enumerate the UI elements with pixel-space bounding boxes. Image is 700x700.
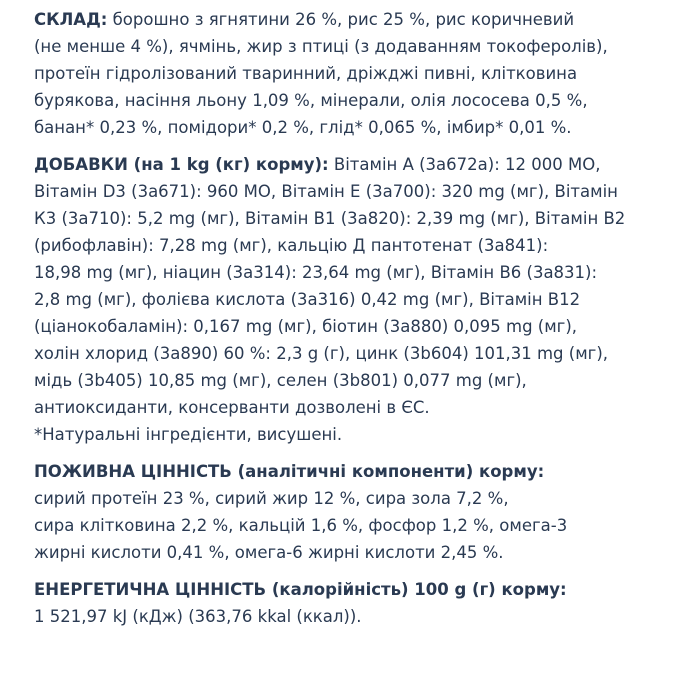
additives-line-3: К3 (3а710): 5,2 mg (мг), Вітамін В1 (3а820): 2,39 mg (мг), Вітамін В2 (34, 209, 626, 228)
additives-line-9: мідь (3b405) 10,85 mg (мг), селен (3b801) 0,077 mg (мг), (34, 371, 527, 390)
additives-line-4: (рибофлавін): 7,28 mg (мг), кальцію Д пантотенат (3а841): (34, 236, 549, 255)
nutrition-line-3: жирні кислоти 0,41 %, омега-6 жирні кислоти 2,45 %. (34, 543, 504, 562)
additives-line-7: (ціанокобаламін): 0,167 mg (мг), біотин (3а880) 0,095 mg (мг), (34, 317, 578, 336)
additives-line-5: 18,98 mg (мг), ніацин (3а314): 23,64 mg (мг), Вітамін В6 (3а831): (34, 263, 598, 282)
additives-line-10: антиоксиданти, консерванти дозволені в ЄС. (34, 398, 430, 417)
label-text-document (34, 6, 680, 630)
additives-heading: ДОБАВКИ (на 1 kg (кг) корму): (34, 155, 329, 174)
nutrition-section (34, 458, 680, 566)
additives-line-2: Вітамін D3 (3а671): 960 МО, Вітамін Е (3а700): 320 mg (мг), Вітамін (34, 182, 618, 201)
nutrition-line-2: сира клітковина 2,2 %, кальцій 1,6 %, фосфор 1,2 %, омега-3 (34, 516, 568, 535)
composition-line-4: бурякова, насіння льону 1,09 %, мінерали, олія лососева 0,5 %, (34, 91, 588, 110)
composition-line-3: протеїн гідролізований тваринний, дріжджі пивні, клітковина (34, 64, 578, 83)
composition-line-2: (не менше 4 %), ячмінь, жир з птиці (з додаванням токоферолів), (34, 37, 608, 56)
additives-text-1: Вітамін А (3а672а): 12 000 МО, (333, 155, 601, 174)
energy-line-1: 1 521,97 kJ (кДж) (363,76 kkal (ккал)). (34, 607, 362, 626)
nutrition-line-1: сирий протеїн 23 %, сирий жир 12 %, сира зола 7,2 %, (34, 489, 509, 508)
composition-line-5: банан* 0,23 %, помідори* 0,2 %, глід* 0,065 %, імбир* 0,01 %. (34, 118, 572, 137)
composition-section (34, 6, 680, 141)
nutrition-heading: ПОЖИВНА ЦІННІСТЬ (аналітичні компоненти) корму: (34, 462, 545, 481)
additives-line-1 (34, 151, 680, 178)
natural-ingredients-note: *Натуральні інгредієнти, висушені. (34, 425, 343, 444)
additives-line-8: холін хлорид (3а890) 60 %: 2,3 g (г), цинк (3b604) 101,31 mg (мг), (34, 344, 609, 363)
energy-section (34, 576, 680, 630)
additives-section (34, 151, 680, 448)
additives-line-6: 2,8 mg (мг), фолієва кислота (3а316) 0,42 mg (мг), Вітамін В12 (34, 290, 581, 309)
energy-heading: ЕНЕРГЕТИЧНА ЦІННІСТЬ (калорійність) 100 g (г) корму: (34, 580, 567, 599)
composition-line-1 (34, 6, 680, 33)
composition-text-1: борошно з ягнятини 26 %, рис 25 %, рис коричневий (112, 10, 575, 29)
composition-heading: СКЛАД: (34, 10, 108, 29)
